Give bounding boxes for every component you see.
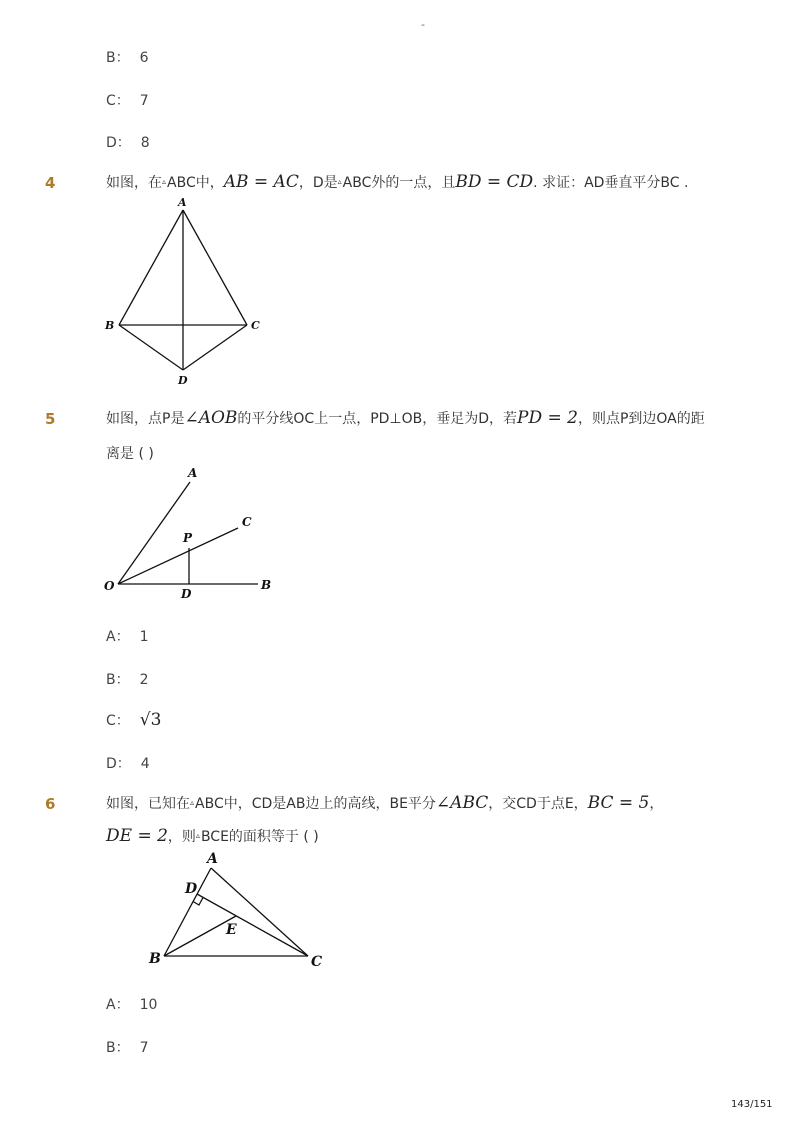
q4-text-1: 如图，在 xyxy=(106,175,162,191)
option-value: 7 xyxy=(139,93,149,109)
q5-math-2: PD = 2 xyxy=(517,408,578,428)
option-value: 2 xyxy=(139,672,149,688)
q5-math-1: ∠AOB xyxy=(184,408,238,428)
option-sep: ： xyxy=(115,1040,130,1056)
label-p: P xyxy=(183,531,193,545)
option-letter: B xyxy=(106,50,116,66)
question-5-number: 5 xyxy=(45,410,56,428)
label-a: A xyxy=(207,851,218,867)
q6-option-a xyxy=(106,994,157,1014)
option-sep: ： xyxy=(115,93,130,109)
q5-option-b xyxy=(106,669,149,689)
label-e: E xyxy=(226,922,237,938)
q5-option-d xyxy=(106,753,150,773)
segment-cd xyxy=(197,894,308,956)
label-b: B xyxy=(261,578,272,592)
q5-text-1: 如图，点P是 xyxy=(106,411,185,427)
option-sep: ： xyxy=(115,629,130,645)
q3-option-b xyxy=(106,47,149,67)
q6-math-1: ∠ABC xyxy=(435,793,489,813)
label-a: A xyxy=(178,196,187,209)
q6-text-6: BCE的面积等于 ( ) xyxy=(200,829,319,845)
triangle-symbol: ▵ xyxy=(195,831,200,840)
q4-text-2: ABC中， xyxy=(167,175,224,191)
q5-text-2: 的平分线OC上一点，PD⊥OB，垂足为D，若 xyxy=(237,411,518,427)
option-value: 6 xyxy=(139,50,149,66)
option-value: 8 xyxy=(140,135,150,151)
ray-oa xyxy=(118,482,190,584)
question-6-text xyxy=(106,793,663,813)
q6-text-5: ，则 xyxy=(167,829,196,845)
q6-text-2: ABC中，CD是AB边上的高线，BE平分 xyxy=(195,796,436,812)
label-a: A xyxy=(188,466,198,480)
label-b: B xyxy=(105,319,115,332)
label-d: D xyxy=(178,374,188,387)
option-letter: A xyxy=(106,997,116,1013)
q3-option-d xyxy=(106,132,150,152)
option-letter: B xyxy=(106,1040,116,1056)
top-dash: - xyxy=(421,18,425,31)
ray-oc xyxy=(118,528,238,584)
label-c: C xyxy=(251,319,260,332)
option-sep: ： xyxy=(116,756,131,772)
q6-text-3: ，交CD于点E， xyxy=(488,796,588,812)
option-letter: C xyxy=(106,713,116,729)
question-4-text xyxy=(106,172,688,192)
q6-text-1: 如图，已知在 xyxy=(106,796,190,812)
option-letter: C xyxy=(106,93,116,109)
triangle-symbol: ▵ xyxy=(337,177,342,186)
q4-text-3: ，D是 xyxy=(298,175,338,191)
option-value: 7 xyxy=(139,1040,149,1056)
question-6-text-line2 xyxy=(106,826,319,846)
triangle-symbol: ▵ xyxy=(162,177,167,186)
q4-figure xyxy=(100,195,270,390)
label-d: D xyxy=(185,881,198,897)
option-letter: D xyxy=(106,756,117,772)
option-letter: D xyxy=(106,135,117,151)
label-o: O xyxy=(104,579,115,593)
q4-math-2: BD = CD xyxy=(455,172,534,192)
q5-option-c xyxy=(106,710,161,730)
segment-bd xyxy=(119,325,183,370)
option-value: 1 xyxy=(139,629,149,645)
option-letter: B xyxy=(106,672,116,688)
triangle-symbol: ▵ xyxy=(190,798,195,807)
q4-text-5: . 求证：AD垂直平分BC . xyxy=(533,175,689,191)
option-value: √3 xyxy=(139,710,162,730)
segment-ac xyxy=(183,210,247,325)
question-4-number: 4 xyxy=(45,174,56,192)
option-sep: ： xyxy=(115,997,130,1013)
q6-math-3: DE = 2 xyxy=(106,826,168,846)
label-c: C xyxy=(311,954,323,970)
label-c: C xyxy=(242,515,252,529)
q6-math-2: BC = 5 xyxy=(587,793,650,813)
question-6-number: 6 xyxy=(45,795,56,813)
segment-ab xyxy=(119,210,183,325)
option-sep: ： xyxy=(115,50,130,66)
q6-text-4: ， xyxy=(649,796,664,812)
segment-ac xyxy=(211,868,308,956)
option-value: 10 xyxy=(139,997,158,1013)
q4-math-1: AB = AC xyxy=(223,172,299,192)
question-5-text-line2: 离是 ( ) xyxy=(106,446,154,462)
q5-figure xyxy=(100,462,285,607)
question-5-text xyxy=(106,408,705,428)
option-letter: A xyxy=(106,629,116,645)
option-sep: ： xyxy=(115,713,130,729)
q4-text-4: ABC外的一点，且 xyxy=(342,175,456,191)
q3-option-c xyxy=(106,90,149,110)
page-number: 143/151 xyxy=(731,1099,773,1110)
option-sep: ： xyxy=(115,672,130,688)
q5-option-a xyxy=(106,626,149,646)
option-value: 4 xyxy=(140,756,150,772)
segment-cd xyxy=(183,325,247,370)
option-sep: ： xyxy=(116,135,131,151)
q6-option-b xyxy=(106,1037,149,1057)
q6-figure xyxy=(140,845,340,975)
label-d: D xyxy=(181,587,192,601)
q5-text-3: ，则点P到边OA的距 xyxy=(577,411,705,427)
label-b: B xyxy=(149,951,161,967)
